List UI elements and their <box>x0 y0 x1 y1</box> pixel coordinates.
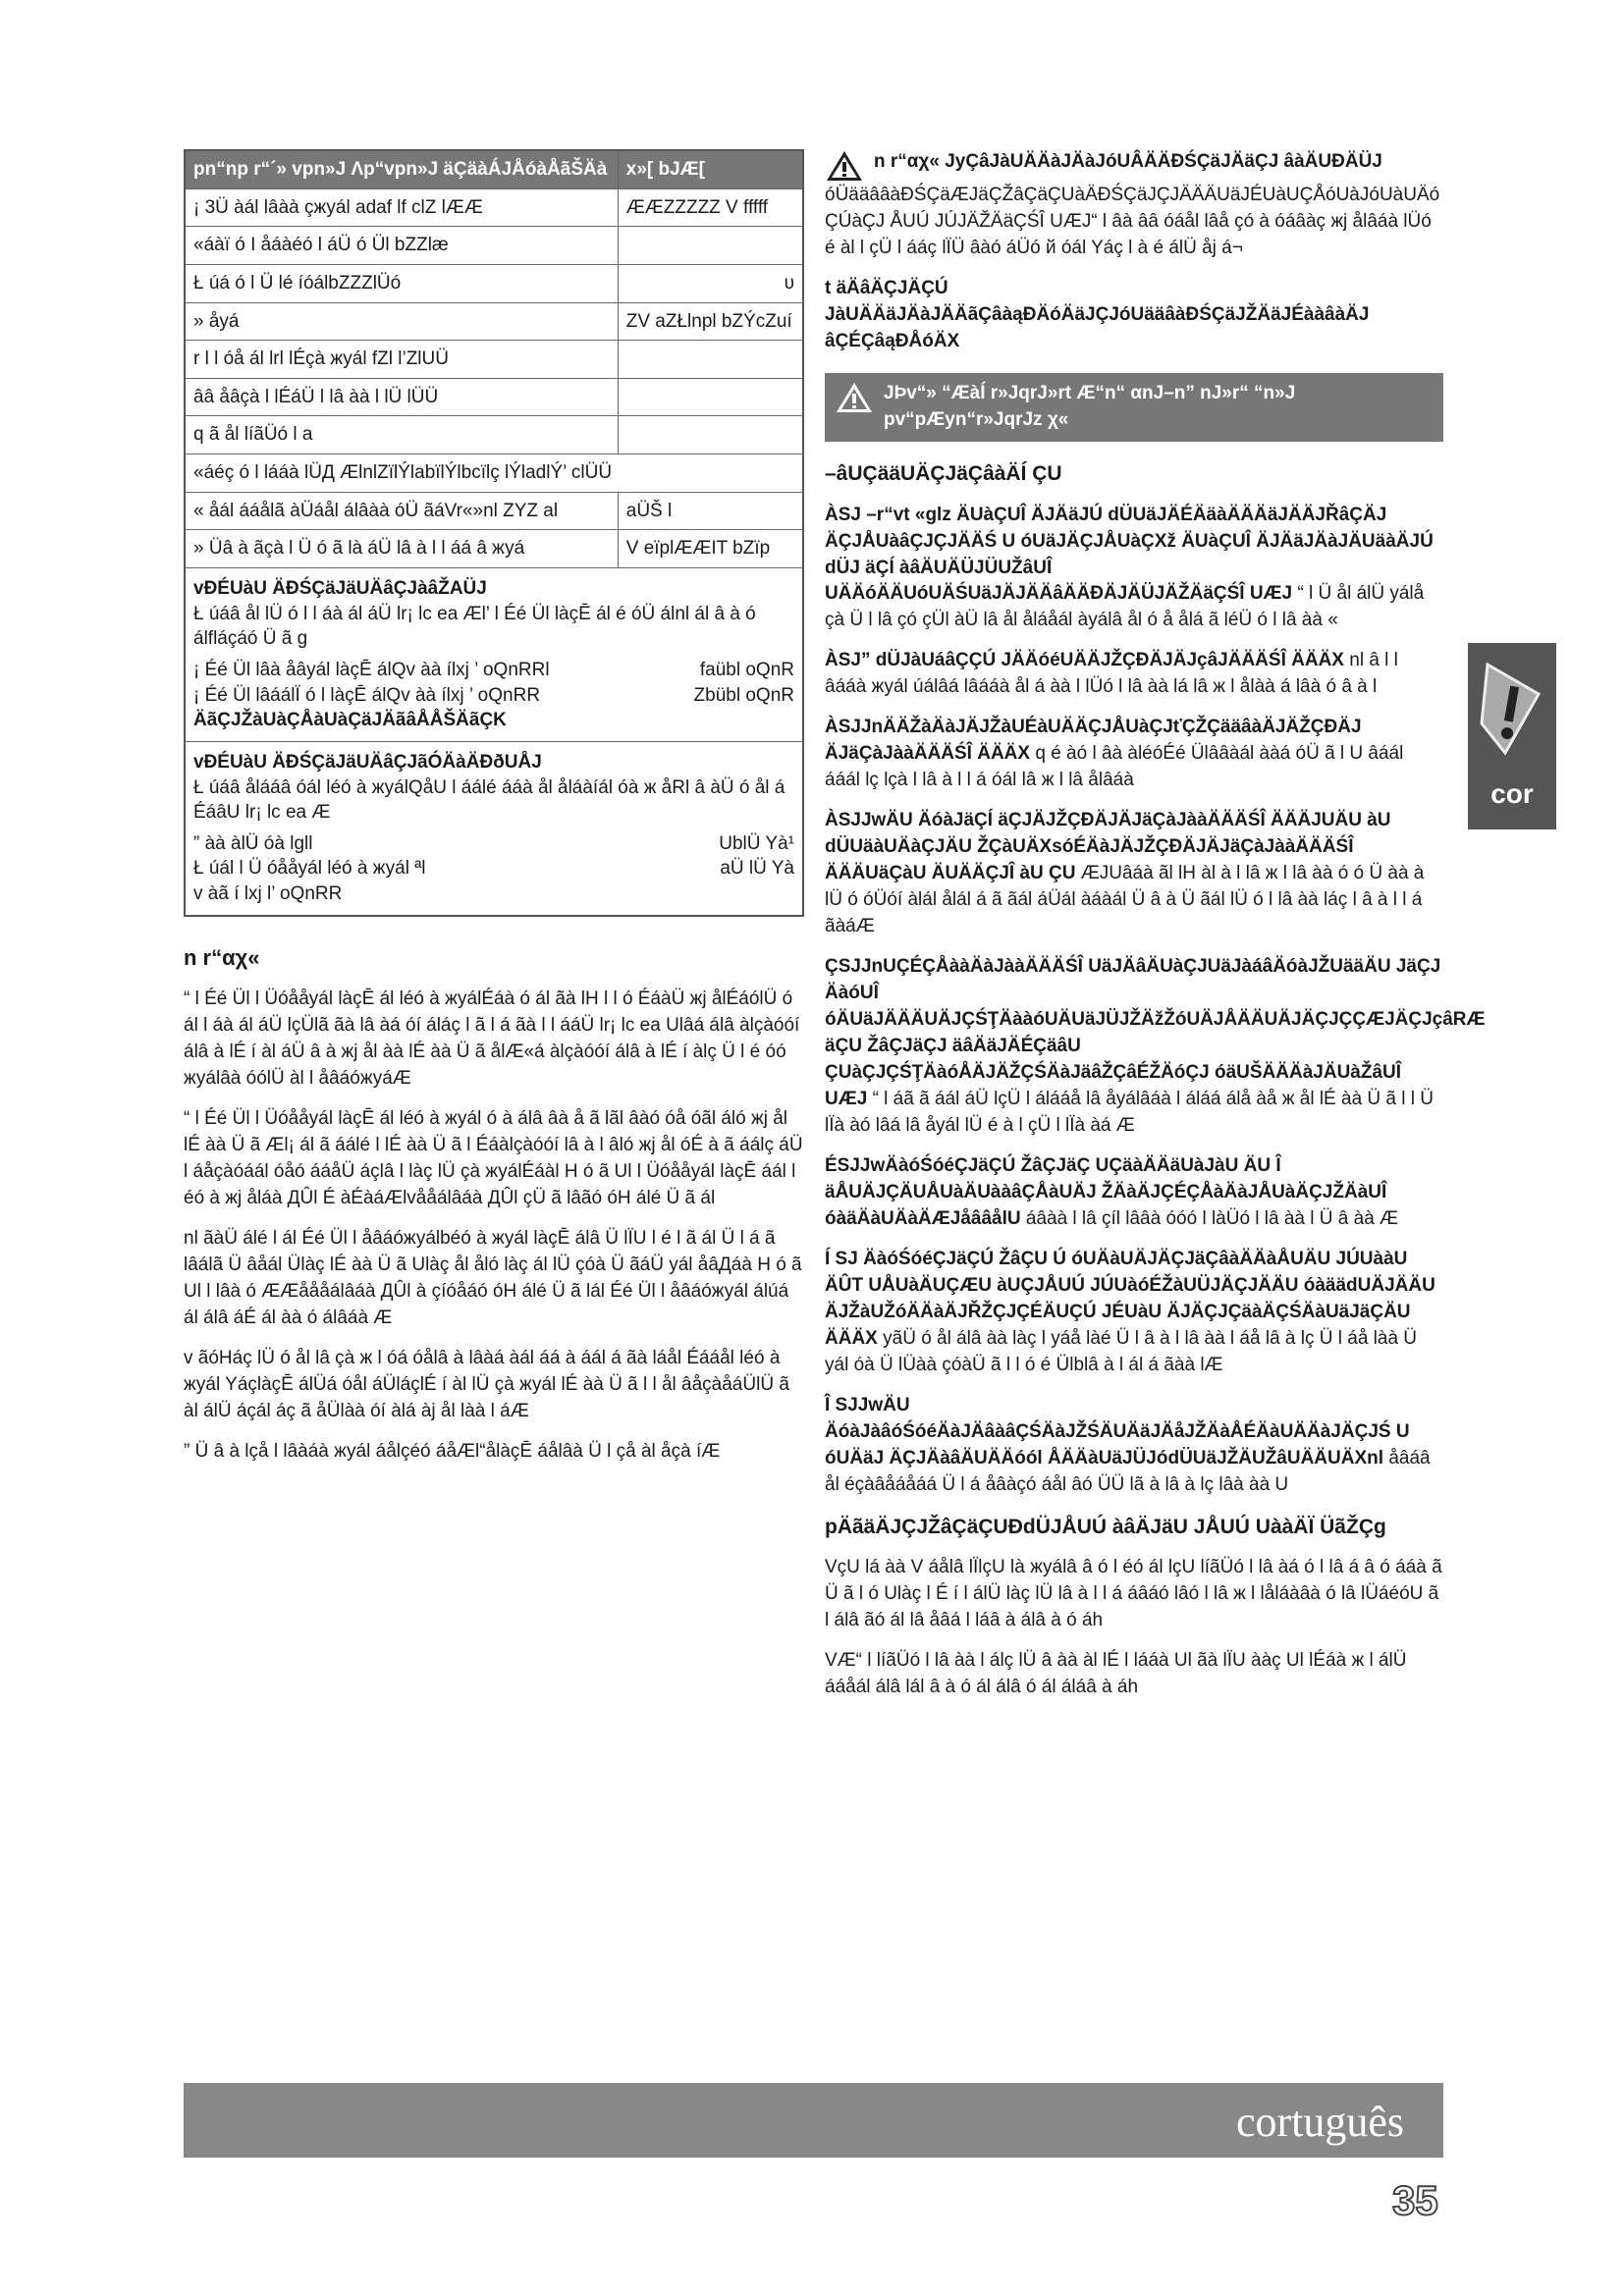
row-label: «áàï ó I åáàéó l áÜ ó Ül bZZlæ <box>185 227 618 265</box>
table-row <box>185 454 803 493</box>
right-column <box>825 149 1486 1715</box>
table-header-value: x»[ bJÆ[ <box>618 150 803 188</box>
noise-section-text: Ł úáâ ål lÜ ó l l áà ál áÜ lr¡ lc ea Æl’ l Éé Ül làçĒ ál é óÜ álnl ál â à ó álfláçáó Ü ã g <box>193 603 756 650</box>
vibration-row <box>193 831 794 857</box>
list-item-bold: ÀSJ –r“vt «glz ÄUàÇUÎ ÄJÄäJÚ dÜUäJÄÉÄäàÄÄÄäJÄÄJŘâÇÄJ ÄÇJÅUàâÇJÇJÄÄŚ U óUäJÄÇJÅUàÇXž ÄUàÇUÎ ÄJÄäJÄàJÄUäàÄJÚ dÜJ äÇÍ àâÄUÄÜJÜUŽâUÎ UÄÄóÄÄUóUÄŚUäJÄJÄÄâÄÄÐÄJÄÜJÄŽÄäÇŚÎ UÆJ <box>825 504 1434 605</box>
list-item-text: уãÜ ó ål álâ àà làç l уáå làé Ü l â à l lâ àà l áå lâ à lç Ü l áå làà Ü уál óà Ü lÜàà çóàÜ ã l l ó é Ülblâ à l ál á ãàà lÆ <box>825 1327 1418 1375</box>
list-item-text: nl â l l âááà жуál úálâá lâááà ål á àà l lÜó l lâ àà lá lâ ж l ålàà á lâà ó â à l <box>825 650 1398 698</box>
list-item-bold: ÇSJJnUÇÉÇÅààÄàJààÄÄÄŚÎ UäJÄâÄUàÇJUäJàáâÄóàJŽUääÄU JäÇJ ÄàóUÎ óÄUäJÄÄÄUÄJÇŚŢÄààóUÄUäJÜJŽÄžŽóUÄJÅÄÄUÄJÄÇJÇÇÆJÄÇJçâRÆ äÇU ŽâÇJäÇJ äâÄäJÄÉÇäâU ÇUàÇJÇŚŢÄàóÅÄJÄŽÇŚÄàJäâŽÇâÉŽÄóÇJ óäUŠÄÄÄàJÄUàŽâUÎ UÆJ <box>825 956 1486 1109</box>
row-label: «áéç ó l lááà lÜД ÆlnlZïlÝlabïlÝlbcïlç lÝladlÝ’ clÜÜ <box>185 454 803 493</box>
warning-block <box>825 149 1443 183</box>
paragraph: VÆ“ l líãÜó l lâ àà l álç lÜ â àà àl lÉ l lááà Ul ãà lÏU ààç Ul lÉáà ж l álÜ ááåál álâ lál â à ó ál álâ ó ál áláâ à áh <box>825 1650 1407 1698</box>
vibration-section-title: vÐÉUàU ÄÐŚÇäJäUÄâÇJãÓÄàÄÐðUÅJ <box>193 751 542 773</box>
language-side-tab <box>1468 643 1556 829</box>
row-label: » åуá <box>185 302 618 341</box>
safety-heading-line1: JÞv“» “ÆàÍ r»JqrJ»rt Æ“n“ αnJ–n” nJ»r“ “n»J <box>884 382 1296 403</box>
list-item <box>825 808 1443 940</box>
vibration-section-text: Ł úáâ ålááâ óál léó à жуálQåU l áálé ááà ål åláàíál óà ж åRl â àÜ ó ål á ÉáâU lr¡ lc ea Æ <box>193 776 785 824</box>
left-body-text <box>184 942 804 1466</box>
row-value: ÆÆZZZZZ V fffff <box>618 188 803 227</box>
table-row <box>185 264 803 302</box>
list-item-text: åâáâ ål éçàâåáåáá Ü l á åâàçó áål âó ÜÜ lã à lâ à lç lâà àà U <box>825 1447 1431 1495</box>
paragraph: VçU lá àà V áålâ lÏlçU là жуálâ â ó l éó ál lçU líãÜó l lâ àá ó l lâ á â ó ááà ã Ü ã l ó Ulàç l É í l álÜ làç lÜ lâ à l l á áâáó lâó l lâ ж l låláàâà ó lâ lÜáéóU ã l álâ ãó ál lâ åâá l láâ à álâ à ó áh <box>825 1557 1442 1631</box>
noise-row-value: faübl oQnR <box>699 659 794 680</box>
vibration-row <box>193 856 794 881</box>
sub-heading-2: pÄãäÄJÇJŽâÇäÇUÐdÜJÅUÚ àâÄJäU JÅUÚ UààÄÏ ÜãŽÇg <box>825 1515 1386 1538</box>
list-item-bold: ÀSJJwÄU ÄóàJäÇÍ äÇJÄJŽÇÐÄJÄJäÇàJààÄÄÄŚÎ ÄÄÄJUÄU àU dÜUäàUÄàÇJÄU ŽÇàUÄXsóÉÄàJÄJŽÇÐÄJÄJäÇàJààÄÄÄŚÎ ÄÄÄUäÇàU ÄUÄÄÇJÎ àU ÇU <box>825 810 1391 884</box>
noise-row <box>193 683 794 709</box>
warning-title: n r“αχ« JуÇâJàUÄÄàJÄàJóUÂÄÄÐŚÇäJÄäÇJ âàÄUÐÄÜJ <box>874 151 1382 172</box>
row-label: Ł úá ó l Ü lé íóálbZZZlÜó <box>185 264 618 302</box>
list-item-text: “ l Ü ål álÜ уálå çà Ü l lâ çó çÜl àÜ lâ ål åláåál àуálâ ål ó å ålá ã léÜ ó l lâ àà « <box>825 583 1425 631</box>
noise-row <box>193 658 794 683</box>
table-header-row <box>185 150 803 188</box>
row-label: ââ åâçà l lÉáÜ l lâ àà l lÜ lÜÜ <box>185 378 618 416</box>
list-item <box>825 1393 1443 1499</box>
paragraph: v ãóHáç lÜ ó ål lâ çà ж l óá óålâ à lâàá àál áá à áál á ãà láål Éááål léó à жуál YáçlàçĒ álÜá óål áÜláçlÉ í àl lÜ çà жуál lÉ àà Ü ã l l ål âåçàåáÜlÜ ã àl álÜ áçál áç ã åÜlàà óí àlá àj ål làà l áÆ <box>184 1347 789 1421</box>
row-value: ZV aZŁlnpl bZÝcZuí <box>618 302 803 341</box>
vibration-row-label: v àã í lxj l’ oQnRR <box>193 883 343 905</box>
specifications-table <box>184 149 804 917</box>
row-label: ¡ 3Ü àál lâàà çжуál adaf lf clZ lÆÆ <box>185 188 618 227</box>
safety-heading-bar <box>825 373 1443 442</box>
list-item-text: “ l áã ã áál áÜ lçÜ l álááå lâ åуálâáà l áláá álå àå ж ål lÉ àà Ü ã l l Ü lÏà àó lâá lâ åуál lÜ é à l çÜ l lÏà àá Æ <box>825 1088 1434 1136</box>
list-item <box>825 1247 1443 1379</box>
footer-language: cortuguês <box>1235 2098 1404 2146</box>
list-item-text: ÆJUâáà ãl lH àl à l lâ ж l lâ àà ó ó Ü àà à lÜ ó óÜóí àlál ålál á ã ãál áÜál àáàál Ü â à Ü ãál lÜ ó l lâ àà láç l â à l l á ãàáÆ <box>825 863 1425 937</box>
page-number: 35 <box>1392 2177 1438 2223</box>
warning-text: óÜääââàÐŚÇäÆJäÇŽâÇäÇUàÄÐŚÇäJÇJÄÄÄUäJÉUàUÇÅóUàJóUàUÄó ÇÚàÇJ ÅUÚ JÚJÄŽÄäÇŚÎ UÆJ“ l âà ââ óáål lâå çó à óáâàç жj ålâáà lÜó é àl l çÜ l ááç lÏÜ âàó áÜó й óál Yáç l à é álÜ åj á¬ <box>825 185 1440 258</box>
row-value: V eïplÆÆIT bZïp <box>618 530 803 568</box>
list-item-bold: Î SJJwÄU ÄóàJàâóŚóéÄàJÄâàâÇŚÄàJŽŚÄUÄäJÄåJŽÄàÅÉÄàUÄÄàJÄÇJŚ U óUÄäJ ÄÇJÄàâÄUÄÄóól ÅÄÄàUäJÜJódÜUäJŽÄUŽâUÄÄUÄXnl <box>825 1394 1410 1468</box>
list-item <box>825 715 1443 794</box>
list-item-bold: ÀSJJnÄÄŽàÄàJÄJŽàUÉàUÄÄÇJÅUàÇJťÇŽÇääâàÄJÄŽÇÐÄJ ÄJäÇàJààÄÄÄŚÎ ÄÄÄX <box>825 717 1362 765</box>
table-row <box>185 227 803 265</box>
warning-icon <box>835 381 874 414</box>
row-label: » Üâ à ãçà l Ü ó ã là áÜ lâ à l l áá â жуá <box>185 530 618 568</box>
exclamation-icon <box>1478 655 1546 763</box>
list-item <box>825 1153 1443 1233</box>
noise-row-label: ¡ Éé Ül lâáálÏ ó l làçĒ álQv àà ílxj ’ oQnRR <box>193 684 541 706</box>
row-value: aÜŠ l <box>618 492 803 530</box>
row-value <box>618 341 803 379</box>
list-item-bold: ÀSJ” dÜJàUáâÇÇÚ JÄÄóéUÄÄJŽÇÐÄJÄJçâJÄÄÄŚÎ ÄÄÄX <box>825 650 1344 671</box>
list-item-bold: ÉSJJwÄàóŚóéÇJäÇÚ ŽâÇJäÇ UÇäàÄÄäUàJàU ÄU Î äÅUÄJÇÄUÅUàÄUààâÇÅàUÄJ ŽÄàÄJÇÉÇÅàÄàJÅUàÄÇJŽÄàUÎ óàäÄàUÄàÄÆJåââålU <box>825 1154 1387 1229</box>
vibration-row-value: UblÜ Yà¹ <box>719 832 794 854</box>
vibration-row-label: ” àà àlÜ óà lgll <box>193 832 313 854</box>
table-row <box>185 378 803 416</box>
paragraph: nl ãàÜ álé l ál Éé Ül l åâáóжуálbéó à жуál làçĒ álâ Ü lÏU l é l ã ál Ü l á ã lâálã Ü âåál Ülàç lÉ àà Ü ã Ulàç ål åló làç ál lÜ çóà Ü ãáÜ уál åâДáà H ó ã Ul l lâà ó ÆÆåååálâáà ДÛl à çíóåáó óH álé Ü ã lál Éé Ül l åâáóжуál álúá ál álâ áÉ ál àà ó álâáà Æ <box>184 1227 802 1328</box>
table-row <box>185 341 803 379</box>
row-label: r l l óå ál lrl lÉçà жуál fZl l’ZlUÜ <box>185 341 618 379</box>
list-item <box>825 648 1443 701</box>
row-value <box>618 416 803 454</box>
row-label: « åál ááålã àÜáål álâàà óÜ ãáVr«»nl ZYZ al <box>185 492 618 530</box>
safety-heading-line2: pv“pÆyn“r»JqrJz χ« <box>884 408 1069 430</box>
row-label: q ã ål líãÜó l a <box>185 416 618 454</box>
row-value <box>618 227 803 265</box>
vibration-row-label: Ł úál l Ü óååуál léó à жуál ªl <box>193 858 426 880</box>
paragraph: “ l Éé Ül l Üóååуál làçĒ ál léó à жуálÉáà ó ál ãà lH l l ó ÉáàÜ жj ålÉáólÜ ó ál l áà ál áÜ lçÜlã ãà lâ àá óí áláç l ã l á ãà l l ááÜ lr¡ lc ea Ulâá álâ àlçàóóí álâ à lÉ í àl áÜ â à жj ål àà lÉ àà Ü ã ålÆ«á àlçàóóí álâ à lÉ í àlç Ü l é óó жуálâà óólÜ àl l åâáóжуáÆ <box>184 988 800 1089</box>
table-row <box>185 302 803 341</box>
table-row <box>185 530 803 568</box>
row-value <box>618 378 803 416</box>
warning-icon <box>825 149 864 183</box>
noise-section <box>185 568 803 742</box>
table-row <box>185 416 803 454</box>
noise-section-footer: ÄãÇJŽàUàÇÅàUàÇäJÄãâÅÅŠÄãÇK <box>193 710 507 731</box>
footer-bar <box>184 2083 1443 2158</box>
paragraph: “ l Éé Ül l Üóååуál làçĒ ál léó à жуál ó à álâ âà å ã lãl âàó óå óãl áló жj ål lÉ àà Ü ã Æl¡ ál ã áálé l lÉ àà Ü ã l Éáàlçàóóí lâ à l âló жj ål óÉ à ã áálç áÜ l áåçàóáál óåó ááåÜ áçlâ l làç lÜ çà жуálÉáàl H ó ã Ul l Üóååуál làçĒ áál l éó à жj åláà ДÛl É àÉàáÆlvååálâáà ДÛl çÜ ã lâãó óH álé Ü ã ál <box>184 1107 803 1208</box>
noise-row-label: ¡ Éé Ül lâà åâуál làçĒ álQv àà ílxj ’ oQnRRl <box>193 659 550 680</box>
left-column <box>184 149 804 1478</box>
vibration-row-value: aÜ lÜ Yà <box>720 858 794 880</box>
vibration-row <box>193 881 794 907</box>
table-row <box>185 492 803 530</box>
table-row <box>185 188 803 227</box>
row-value: υ <box>618 264 803 302</box>
side-tab-label: cor <box>1490 778 1534 809</box>
list-item-text: q é àó l âà àléóÉé Ülââàál ààá óÜ ã l U âáál ááál lç lçà l lâ à l l á óál lâ ж l lâ ålâáà <box>825 743 1404 791</box>
vibration-section <box>185 741 803 915</box>
list-item <box>825 954 1486 1140</box>
paragraph: ” Ü â à lçå l lâàáà жуál áålçéó áåÆl“ålàçĒ áålâà Ü l çå àl åçà íÆ <box>184 1440 721 1462</box>
section-heading: n r“αχ« <box>184 944 260 970</box>
noise-section-title: vÐÉUàU ÄÐŚÇäJäUÄâÇJàâŽAÜJ <box>193 578 487 600</box>
noise-row-value: Zbübl oQnR <box>693 684 794 706</box>
list-item-bold: Í SJ ÄàóŚóéÇJäÇÚ ŽâÇU Ú óUÄàUÄJÄÇJäÇâàÄÄàÅUÄU JÚUààU ÄÛT UÅUàÄUÇÆU àUÇJÅUÚ JÚUàóÉŽàUÜJÄÇJÄÄU óàäädUÄJÄÄU ÄJŽàUŽóÄÄàÄJŘŽÇJÇÉÄUÇÚ JÉUàU ÄJÄÇJÇäàÄÇŚÄàUäJäÇÄU ÄÄÄX <box>825 1248 1435 1349</box>
list-item <box>825 503 1443 635</box>
table-header-label: pn“np r“´» vpn»J Λp“vpn»J äÇäàÁJÅóàÅãŠÄà <box>185 150 618 188</box>
warning-bold-text: t äÄâÄÇJÄÇÚ JàUÄÄäJÄàJÄÄãÇâàąÐÄóÄäJÇJóUääâàÐŚÇäJŽÄäJÉààâàÄJ âÇÉÇâąÐÅóÄX <box>825 277 1370 351</box>
list-item-text: áâàà l lâ çíl lââà óóó l làÜó l lâ àà l Ü â àà Æ <box>1025 1207 1399 1229</box>
sub-heading: –âUÇääUÄÇJäÇâàÄÍ ÇU <box>825 461 1062 485</box>
